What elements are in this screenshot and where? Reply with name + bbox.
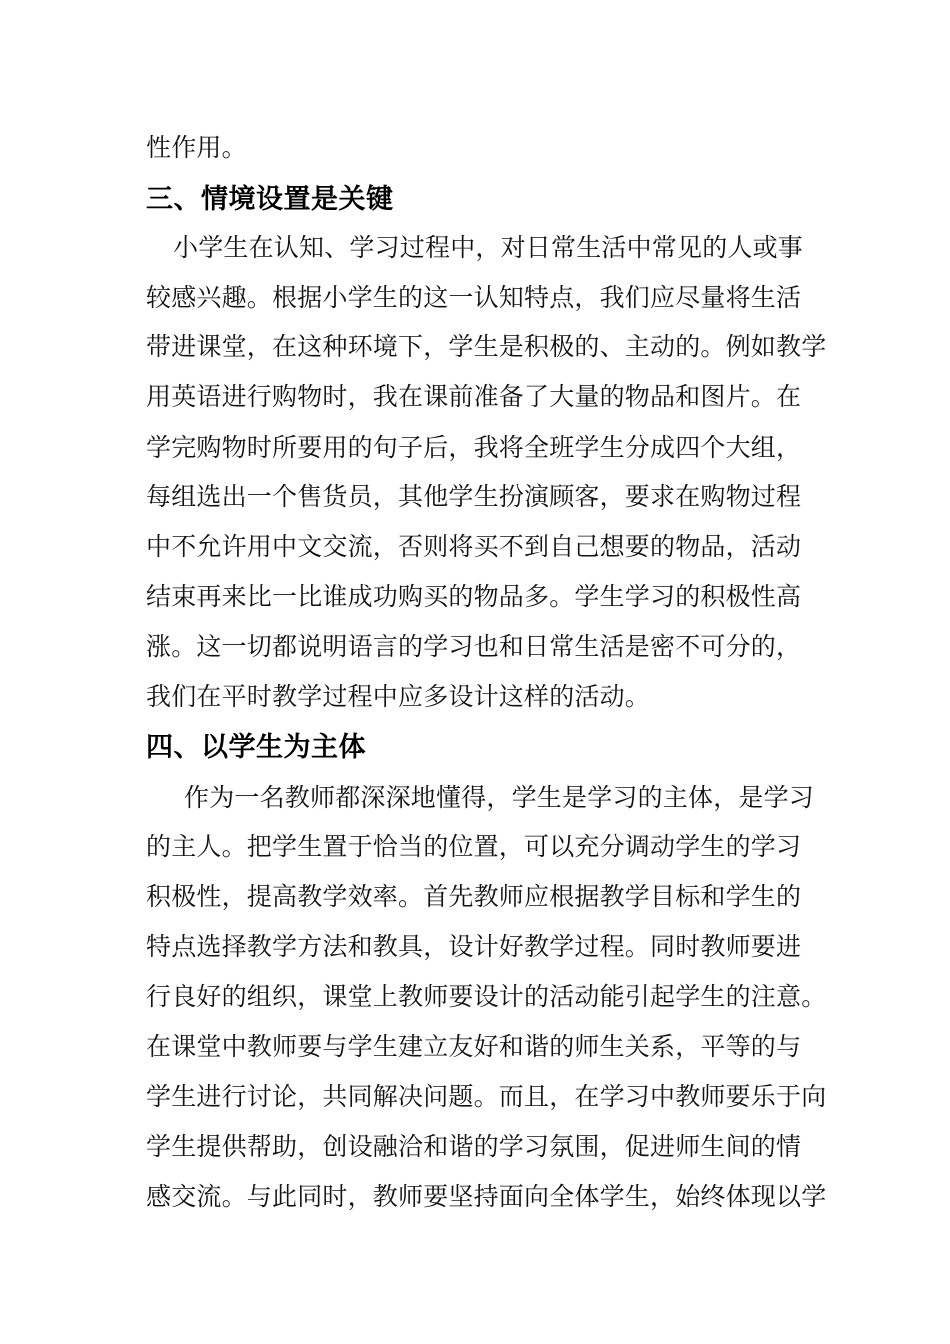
paragraph-line: 性作用。 (146, 133, 247, 162)
paragraph-line: 我们在平时教学过程中应多设计这样的活动。 (146, 682, 651, 711)
paragraph-line: 结束再来比一比谁成功购买的物品多。学生学习的积极性高 (146, 582, 802, 611)
paragraph-line: 中不允许用中文交流，否则将买不到自己想要的物品，活动 (146, 532, 802, 561)
paragraph-line: 特点选择教学方法和教具，设计好教学过程。同时教师要进 (146, 932, 802, 961)
paragraph-line: 小学生在认知、学习过程中，对日常生活中常见的人或事 (173, 233, 804, 262)
paragraph-line: 用英语进行购物时，我在课前准备了大量的物品和图片。在 (146, 382, 802, 411)
paragraph-line: 每组选出一个售货员，其他学生扮演顾客，要求在购物过程 (146, 482, 802, 511)
section-heading-4: 四、以学生为主体 (146, 732, 366, 763)
paragraph-line: 感交流。与此同时，教师要坚持面向全体学生，始终体现以学 (146, 1182, 827, 1211)
paragraph-line: 作为一名教师都深深地懂得，学生是学习的主体，是学习 (184, 783, 815, 812)
paragraph-line: 学生进行讨论，共同解决问题。而且，在学习中教师要乐于向 (146, 1082, 827, 1111)
paragraph-line: 积极性，提高教学效率。首先教师应根据教学目标和学生的 (146, 882, 802, 911)
paragraph-line: 在课堂中教师要与学生建立友好和谐的师生关系，平等的与 (146, 1032, 802, 1061)
paragraph-line: 的主人。把学生置于恰当的位置，可以充分调动学生的学习 (146, 832, 802, 861)
paragraph-line: 较感兴趣。根据小学生的这一认知特点，我们应尽量将生活 (146, 283, 802, 312)
paragraph-line: 学生提供帮助，创设融洽和谐的学习氛围，促进师生间的情 (146, 1132, 802, 1161)
paragraph-line: 涨。这一切都说明语言的学习也和日常生活是密不可分的， (146, 632, 802, 661)
paragraph-line: 带进课堂，在这种环境下，学生是积极的、主动的。例如教学 (146, 332, 827, 361)
paragraph-line: 行良好的组织，课堂上教师要设计的活动能引起学生的注意。 (146, 982, 827, 1011)
section-heading-3: 三、情境设置是关键 (146, 184, 394, 215)
paragraph-line: 学完购物时所要用的句子后，我将全班学生分成四个大组， (146, 433, 802, 462)
